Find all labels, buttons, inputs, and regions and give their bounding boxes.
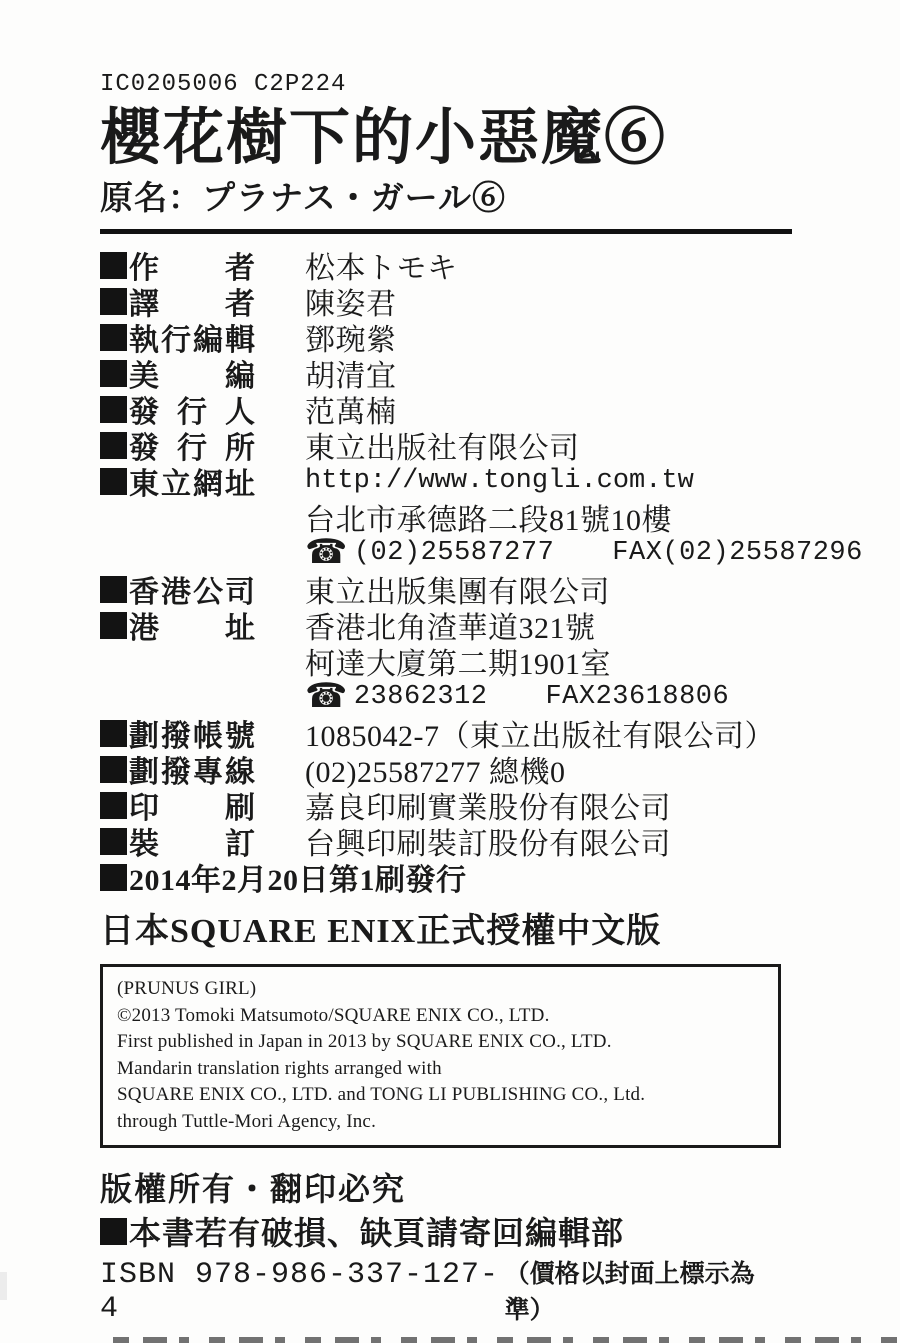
credit-values — [305, 715, 792, 751]
credit-values — [305, 571, 792, 607]
credit-values — [305, 607, 792, 715]
credit-values — [305, 463, 863, 571]
credit-value-line: 台北市承德路二段81號10樓 — [305, 504, 672, 537]
license-box — [100, 964, 781, 1148]
bullet-square-icon — [100, 252, 127, 279]
telephone-icon: ☎ — [305, 534, 348, 571]
credit-row-left — [100, 427, 255, 463]
bullet-square-icon — [100, 828, 127, 855]
credit-label: 執 行 編 輯 — [129, 324, 255, 357]
credit-row — [100, 283, 792, 319]
credit-value-line: 松本トモキ — [305, 252, 458, 285]
credit-row — [100, 787, 792, 823]
license-box-line: ©2013 Tomoki Matsumoto/SQUARE ENIX CO., LTD. — [117, 1004, 550, 1026]
license-box-line: First published in Japan in 2013 by SQUARE ENIX CO., LTD. — [117, 1031, 612, 1052]
product-code: IC0205006 C2P224 — [100, 71, 347, 98]
credit-label: 譯 者 — [129, 288, 255, 321]
credit-label: 東 立 網 址 — [129, 468, 255, 501]
bullet-square-icon — [100, 324, 127, 351]
bullet-square-icon — [100, 288, 127, 315]
credit-value-line — [305, 535, 863, 571]
credit-values — [305, 247, 792, 283]
fax-number: FAX23618806 — [545, 682, 730, 712]
credit-row — [100, 715, 792, 751]
credit-value-line: http://www.tongli.com.tw — [305, 466, 694, 496]
damage-notice: 本書若有破損、缺頁請寄回編輯部 — [129, 1215, 625, 1251]
credit-label: 劃 撥 帳 號 — [129, 720, 255, 753]
credit-row — [100, 607, 792, 715]
credit-values — [305, 391, 792, 427]
credit-row — [100, 319, 792, 355]
bullet-square-icon — [100, 720, 127, 747]
page-bottom-cutoff-marks — [113, 1337, 900, 1343]
credit-row — [100, 823, 792, 859]
original-title: 原名：プラナス・ガール⑥ — [100, 181, 507, 218]
credit-row-left — [100, 607, 255, 643]
footer — [100, 1168, 792, 1326]
credit-row — [100, 463, 863, 571]
credit-row-left — [100, 715, 255, 751]
credit-label: 美 編 — [129, 360, 255, 393]
bullet-square-icon — [100, 1218, 127, 1245]
edition-note-row — [100, 859, 792, 895]
isbn-price-note: （價格以封面上標示為準） — [504, 1261, 755, 1324]
credit-row — [100, 355, 792, 391]
credit-value-line: 1085042-7（東立出版社有限公司） — [305, 720, 775, 753]
credit-value-line: 范萬楠 — [305, 396, 397, 429]
bullet-square-icon — [100, 576, 127, 603]
credit-values — [305, 751, 792, 787]
bullet-square-icon — [100, 432, 127, 459]
bullet-square-icon — [100, 612, 127, 639]
credit-values — [305, 355, 792, 391]
credit-values — [305, 823, 792, 859]
credit-value-line: 東立出版集團有限公司 — [305, 576, 610, 609]
credit-value-line: 陳姿君 — [305, 288, 397, 321]
bullet-square-icon — [100, 396, 127, 423]
license-box-line: Mandarin translation rights arranged with — [117, 1057, 442, 1079]
telephone-number: 23862312 — [353, 682, 488, 712]
credit-value-line: 嘉良印刷實業股份有限公司 — [305, 792, 671, 825]
telephone-icon: ☎ — [305, 678, 348, 715]
edition-note: 2014年2月20日第1刷發行 — [129, 864, 467, 897]
credit-label: 劃 撥 專 線 — [129, 756, 255, 789]
credit-row-left — [100, 571, 255, 607]
credit-value-line: 胡清宜 — [305, 360, 397, 393]
credit-row — [100, 247, 792, 283]
scan-edge-artifact — [0, 1272, 7, 1300]
bullet-square-icon — [100, 864, 127, 891]
colophon-page — [100, 70, 863, 1326]
credit-row-left — [100, 355, 255, 391]
isbn-number: ISBN 978-986-337-127-4 — [100, 1258, 500, 1326]
credit-row-left — [100, 823, 255, 859]
credit-row-left — [100, 751, 255, 787]
bullet-square-icon — [100, 468, 127, 495]
license-heading: 日本SQUARE ENIX正式授權中文版 — [100, 913, 662, 950]
credit-row-left — [100, 283, 255, 319]
credit-values — [305, 427, 792, 463]
credit-row — [100, 391, 792, 427]
credit-value-line — [305, 679, 792, 715]
credit-row-left — [100, 391, 255, 427]
credit-values — [305, 319, 792, 355]
license-box-line: SQUARE ENIX CO., LTD. and TONG LI PUBLISHING CO., Ltd. — [117, 1084, 646, 1105]
credit-label: 發 行 人 — [129, 396, 255, 429]
credit-row — [100, 427, 792, 463]
credit-label: 裝 訂 — [129, 828, 255, 861]
credit-row-left — [100, 319, 255, 355]
bullet-square-icon — [100, 756, 127, 783]
credit-values — [305, 787, 792, 823]
credit-row-left — [100, 247, 255, 283]
credits-list — [100, 247, 863, 861]
credit-label: 港 址 — [129, 612, 255, 645]
credit-value-line: 東立出版社有限公司 — [305, 432, 580, 465]
credit-row — [100, 571, 792, 607]
fax-number: FAX(02)25587296 — [612, 538, 863, 568]
credit-label: 發 行 所 — [129, 432, 255, 465]
credit-value-line: (02)25587277 總機0 — [305, 756, 566, 789]
book-title: 櫻花樹下的小惡魔⑥ — [100, 105, 668, 172]
credit-row — [100, 751, 792, 787]
credit-row-left — [100, 787, 255, 823]
credit-label: 印 刷 — [129, 792, 255, 825]
credit-values — [305, 283, 792, 319]
license-box-line: through Tuttle-Mori Agency, Inc. — [117, 1110, 377, 1132]
credit-value-line: 鄧琬縈 — [305, 324, 397, 357]
bullet-square-icon — [100, 360, 127, 387]
credit-label: 香 港 公 司 — [129, 576, 255, 609]
bullet-square-icon — [100, 792, 127, 819]
copyright-notice: 版權所有・翻印必究 — [100, 1171, 407, 1207]
license-box-line: (PRUNUS GIRL) — [117, 978, 257, 999]
credit-label: 作 者 — [129, 252, 255, 285]
isbn-row — [100, 1254, 792, 1326]
credit-value-line: 台興印刷裝訂股份有限公司 — [305, 828, 671, 861]
credit-row-left — [100, 463, 255, 499]
title-divider — [100, 229, 792, 234]
credit-value-line: 香港北角渣華道321號 — [305, 612, 596, 645]
credit-value-line: 柯達大廈第二期1901室 — [305, 648, 611, 681]
damage-notice-row — [100, 1210, 792, 1252]
telephone-number: (02)25587277 — [353, 538, 555, 568]
